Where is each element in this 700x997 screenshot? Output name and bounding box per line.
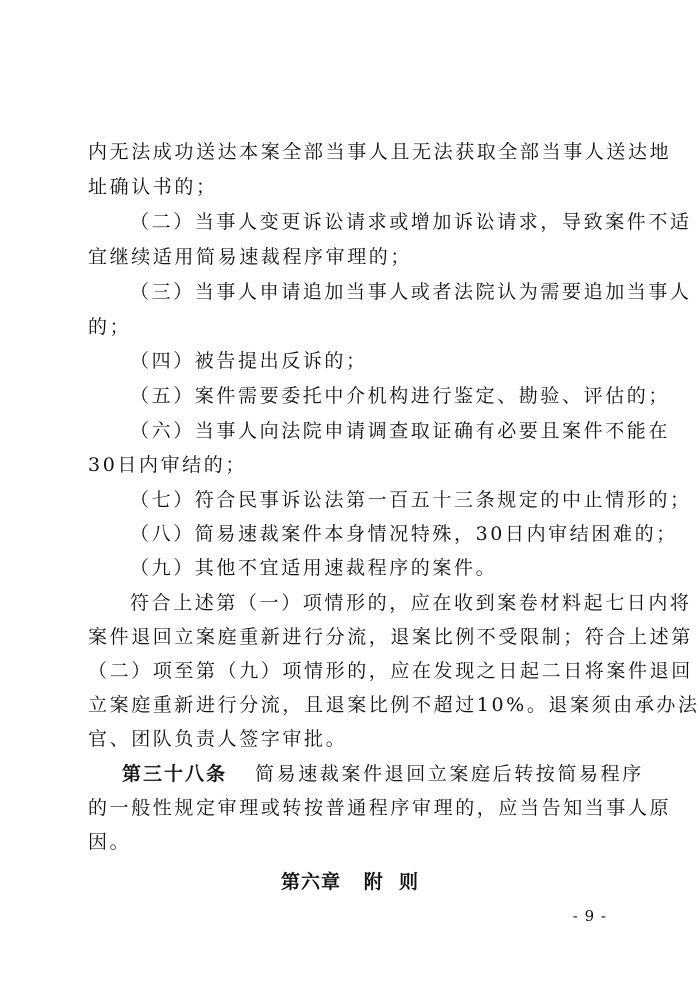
paragraph-start: 符合上述第（一）项情形的，应在收到案卷材料起七日内将: [130, 592, 692, 614]
body-line: 官、团队负责人签字审批。: [88, 728, 348, 750]
list-item-8: （八）简易速裁案件本身情况特殊，30日内审结困难的；: [130, 523, 678, 545]
body-line: 立案庭重新进行分流，且退案比例不超过10%。退案须由承办法: [88, 694, 700, 716]
body-line: （二）项至第（九）项情形的，应在发现之日起二日将案件退回: [88, 660, 693, 682]
list-item-5: （五）案件需要委托中介机构进行鉴定、勘验、评估的；: [130, 385, 671, 407]
article-line: 的一般性规定审理或转按普通程序审理的，应当告知当事人原: [88, 797, 672, 819]
article-line: 因。: [88, 831, 132, 853]
body-line: 址确认书的；: [88, 176, 218, 198]
list-item-6: （六）当事人向法院申请调查取证确有必要且案件不能在: [130, 420, 671, 442]
body-line: 30日内审结的；: [88, 454, 247, 476]
chapter-title: 第六章 附 则: [280, 871, 420, 893]
body-line: 的；: [88, 316, 132, 338]
list-item-4: （四）被告提出反诉的；: [130, 350, 368, 372]
list-item-9: （九）其他不宜适用速裁程序的案件。: [130, 557, 498, 579]
list-item-2: （二）当事人变更诉讼请求或增加诉讼请求，导致案件不适: [130, 211, 692, 233]
body-line: 案件退回立案庭重新进行分流，退案比例不受限制；符合上述第: [88, 626, 693, 648]
list-item-7: （七）符合民事诉讼法第一百五十三条规定的中止情形的；: [130, 489, 692, 511]
list-item-3: （三）当事人申请追加当事人或者法院认为需要追加当事人: [130, 281, 692, 303]
article-first-line: 简易速裁案件退回立案庭后转按简易程序: [255, 763, 644, 785]
page-number: - 9 -: [572, 907, 607, 925]
body-line: 内无法成功送达本案全部当事人且无法获取全部当事人送达地: [88, 141, 672, 163]
body-line: 宜继续适用简易速裁程序审理的；: [88, 246, 413, 268]
article-label: 第三十八条: [122, 763, 228, 785]
